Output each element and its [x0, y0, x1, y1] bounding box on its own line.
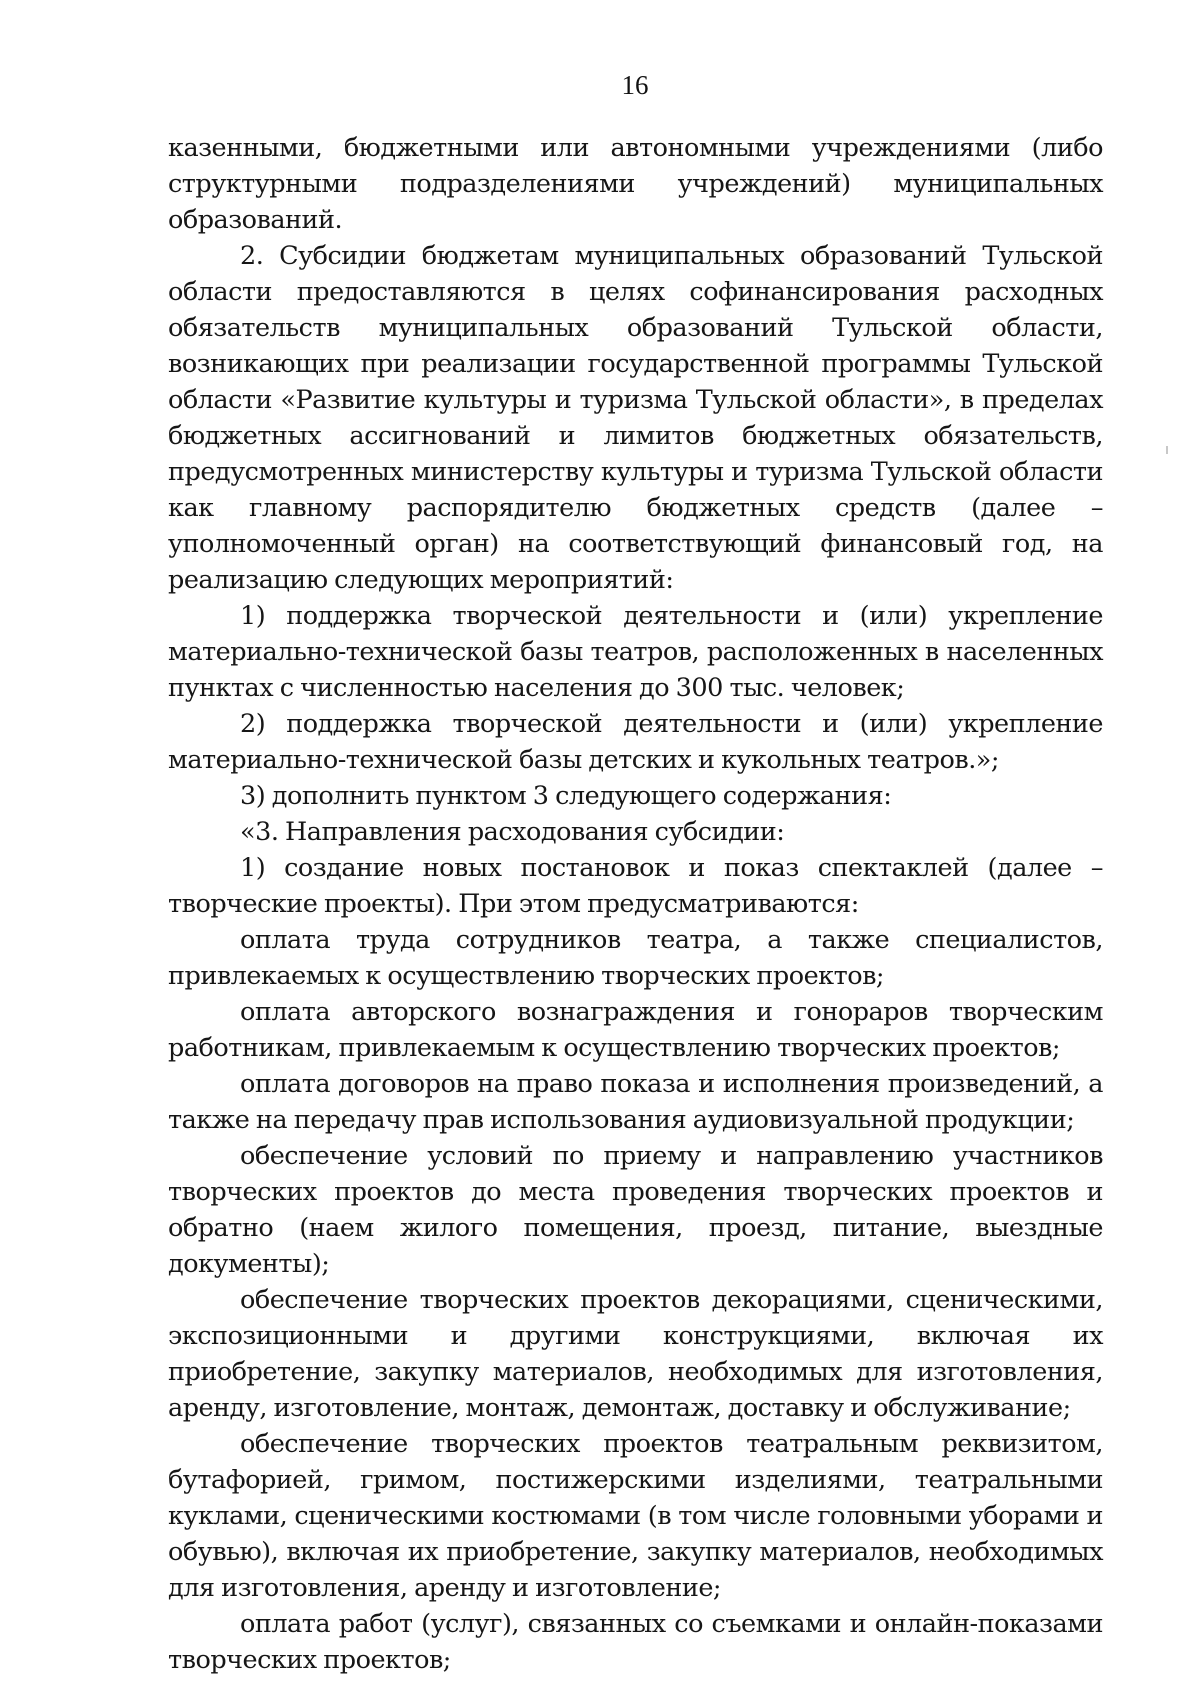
paragraph: обеспечение творческих проектов театральным реквизитом, бутафорией, гримом, постижерскими изделиями, театральными куклами, сценическими костюмами (в том числе головными уборами и обувью), включая их приобретение, закупку материалов, необходимых для изготовления, аренду и изготовление;	[168, 1429, 1103, 1603]
paragraph: оплата труда сотрудников театра, а также специалистов, привлекаемых к осуществлению творческих проектов;	[168, 925, 1103, 991]
paragraph: обеспечение творческих проектов декорациями, сценическими, экспозиционными и другими конструкциями, включая их приобретение, закупку материалов, необходимых для изготовления, аренду, изготовление, монтаж, демонтаж, доставку и обслуживание;	[168, 1285, 1103, 1423]
paragraph: обеспечение условий по приему и направлению участников творческих проектов до места проведения творческих проектов и обратно (наем жилого помещения, проезд, питание, выездные документы);	[168, 1141, 1103, 1279]
document-body	[168, 130, 1103, 1678]
paragraph: 1) создание новых постановок и показ спектаклей (далее – творческие проекты). При этом предусматриваются:	[168, 853, 1103, 919]
scan-mark	[1166, 446, 1168, 454]
paragraph: 2. Субсидии бюджетам муниципальных образований Тульской области предоставляются в целях софинансирования расходных обязательств муниципальных образований Тульской области, возникающих при реализации государственной программы Тульской области «Развитие культуры и туризма Тульской области», в пределах бюджетных ассигнований и лимитов бюджетных обязательств, предусмотренных министерству культуры и туризма Тульской области как главному распорядителю бюджетных средств (далее – уполномоченный орган) на соответствующий финансовый год, на реализацию следующих мероприятий:	[168, 241, 1103, 595]
paragraph: казенными, бюджетными или автономными учреждениями (либо структурными подразделениями учреждений) муниципальных образований.	[168, 133, 1103, 235]
paragraph: оплата договоров на право показа и исполнения произведений, а также на передачу прав использования аудиовизуальной продукции;	[168, 1069, 1103, 1135]
paragraph: «3. Направления расходования субсидии:	[240, 817, 785, 847]
paragraph: 3) дополнить пунктом 3 следующего содержания:	[240, 781, 892, 811]
paragraph: 2) поддержка творческой деятельности и (или) укрепление материально-технической базы детских и кукольных театров.»;	[168, 709, 1103, 775]
paragraph: оплата работ (услуг), связанных со съемками и онлайн-показами творческих проектов;	[168, 1609, 1103, 1675]
paragraph: 1) поддержка творческой деятельности и (или) укрепление материально-технической базы театров, расположенных в населенных пунктах с численностью населения до 300 тыс. человек;	[168, 601, 1103, 703]
paragraph: оплата авторского вознаграждения и гонораров творческим работникам, привлекаемым к осуществлению творческих проектов;	[168, 997, 1103, 1063]
page-number: 16	[621, 70, 649, 100]
